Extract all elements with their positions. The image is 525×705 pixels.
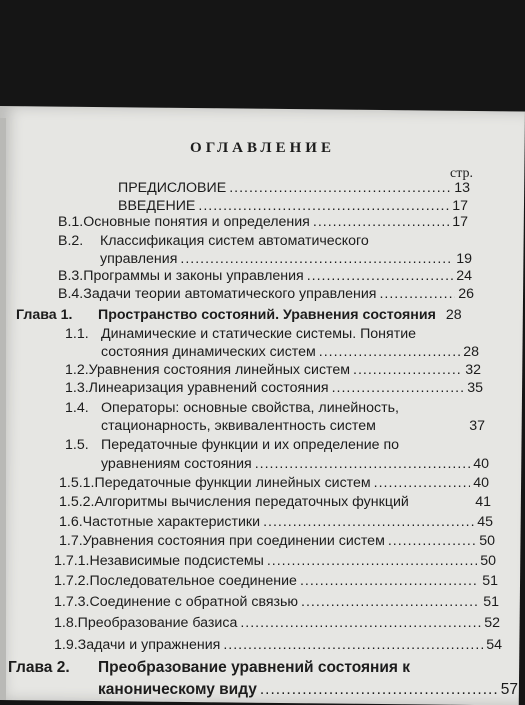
toc-entry-number: 1.7.3. xyxy=(54,594,90,610)
toc-entry-number: 1.5. xyxy=(65,437,89,453)
toc-entry-1-6 xyxy=(59,514,493,530)
toc-entry-b2-line2 xyxy=(100,251,472,267)
page-edge xyxy=(0,118,6,700)
toc-entry-page: 51 xyxy=(483,594,499,610)
toc-entry-text: Частотные характеристики xyxy=(82,514,261,530)
toc-entry-text: Последовательное соединение xyxy=(89,573,297,589)
toc-entry-1-2 xyxy=(65,362,481,378)
toc-chapter-2 xyxy=(8,659,410,677)
toc-chapter-text: каноническому виду xyxy=(98,681,257,698)
toc-entry-text: состояния динамических систем xyxy=(101,344,316,360)
toc-entry-text: Программы и законы управления xyxy=(83,268,304,284)
toc-entry-text: Передаточные функции линейных систем xyxy=(94,475,371,491)
toc-entry-number: 1.5.1. xyxy=(59,475,95,491)
toc-entry-1-5-2 xyxy=(59,494,491,510)
toc-entry-text: Основные понятия и определения xyxy=(83,214,310,230)
toc-entry-text: Независимые подсистемы xyxy=(89,553,264,569)
toc-entry-number: 1.7.2. xyxy=(54,573,90,589)
toc-entry-b3 xyxy=(58,268,472,284)
toc-entry-b2-line1 xyxy=(58,233,369,249)
toc-entry-1-9 xyxy=(54,637,502,653)
toc-entry-number: В.2. xyxy=(58,233,84,249)
toc-entry-1-7 xyxy=(59,533,495,549)
toc-entry-text: Передаточные функции и их определение по xyxy=(101,437,400,453)
toc-entry-1-7-1 xyxy=(54,553,496,569)
toc-entry-page: 24 xyxy=(456,268,472,284)
toc-entry-text: управления xyxy=(100,251,178,267)
toc-entry-b1 xyxy=(58,214,468,230)
toc-entry-text: Уравнения состояния при соединении систем xyxy=(82,533,385,549)
toc-entry-1-1-line2 xyxy=(101,344,479,360)
toc-entry-page: 28 xyxy=(463,344,479,360)
toc-entry-text: Операторы: основные свойства, линейность, xyxy=(101,400,399,416)
toc-entry-number: 1.7. xyxy=(59,533,83,549)
toc-entry-page: 13 xyxy=(454,180,470,196)
toc-entry-text: ПРЕДИСЛОВИЕ xyxy=(118,180,227,196)
toc-entry-text: Уравнения состояния линейных систем xyxy=(88,362,351,378)
toc-entry-page: 57 xyxy=(500,681,518,698)
toc-chapter-2-line2 xyxy=(98,681,518,699)
toc-entry-page: 51 xyxy=(482,573,498,589)
toc-chapter-text: Пространство состояний. Уравнения состояния xyxy=(98,307,436,323)
toc-entry-number: 1.5.2. xyxy=(59,494,95,510)
toc-entry-number: 1.7.1. xyxy=(54,553,90,569)
toc-entry-page: 45 xyxy=(477,514,493,530)
toc-entry-page: 17 xyxy=(452,214,468,230)
toc-entry-page: 37 xyxy=(469,418,485,434)
toc-entry-page: 40 xyxy=(473,456,489,472)
toc-entry-number: В.4. xyxy=(58,286,84,302)
toc-entry-page: 35 xyxy=(467,380,483,396)
toc-entry-number: 1.9. xyxy=(54,637,78,653)
toc-entry-b4 xyxy=(58,286,474,302)
toc-entry-1-5-line1 xyxy=(65,437,399,453)
toc-entry-number: 1.6. xyxy=(59,514,83,530)
toc-entry-1-7-3 xyxy=(54,594,499,610)
toc-entry-text: Задачи теории автоматического управления xyxy=(83,286,377,302)
toc-entry-number: 1.1. xyxy=(65,326,89,342)
toc-entry-text: Динамические и статические системы. Понятие xyxy=(101,326,417,342)
toc-title: ОГЛАВЛЕНИЕ xyxy=(190,140,335,156)
toc-entry-text: уравнениям состояния xyxy=(101,456,252,472)
toc-entry-page: 26 xyxy=(458,286,474,302)
toc-entry-preface xyxy=(118,180,470,196)
toc-entry-number: 1.3. xyxy=(65,380,89,396)
toc-entry-1-1-line1 xyxy=(65,326,416,342)
toc-entry-text: Классификация систем автоматического xyxy=(100,233,369,249)
toc-entry-page: 19 xyxy=(456,251,472,267)
toc-entry-1-4-line2 xyxy=(101,418,485,434)
toc-chapter-number: Глава 1. xyxy=(16,307,73,323)
page-column-header: стр. xyxy=(450,166,474,181)
toc-entry-number: 1.2. xyxy=(65,362,89,378)
toc-entry-number: В.1. xyxy=(58,214,84,230)
toc-entry-page: 41 xyxy=(475,494,491,510)
toc-entry-page: 17 xyxy=(452,198,468,214)
toc-entry-intro xyxy=(118,198,468,214)
toc-entry-1-8 xyxy=(54,615,500,631)
toc-entry-page: 54 xyxy=(486,637,502,653)
toc-entry-text: Преобразование базиса xyxy=(77,615,238,631)
toc-entry-1-5-1 xyxy=(59,475,489,491)
toc-entry-text: ВВЕДЕНИЕ xyxy=(118,198,196,214)
toc-entry-page: 52 xyxy=(484,615,500,631)
toc-entry-1-5-line2 xyxy=(101,456,489,472)
toc-entry-text: стационарность, эквивалентность систем xyxy=(101,418,376,434)
toc-entry-page: 32 xyxy=(465,362,481,378)
toc-entry-page: 50 xyxy=(479,533,495,549)
toc-entry-1-3 xyxy=(65,380,483,396)
toc-entry-1-7-2 xyxy=(54,573,498,589)
toc-entry-number: 1.8. xyxy=(54,615,78,631)
toc-entry-page: 40 xyxy=(473,475,489,491)
toc-chapter-1 xyxy=(16,307,462,323)
toc-entry-text: Линеаризация уравнений состояния xyxy=(88,380,329,396)
toc-entry-number: 1.4. xyxy=(65,400,89,416)
toc-entry-text: Задачи и упражнения xyxy=(77,637,221,653)
toc-entry-1-4-line1 xyxy=(65,400,399,416)
toc-entry-number: В.3. xyxy=(58,268,84,284)
toc-entry-page: 28 xyxy=(445,307,462,323)
toc-chapter-text: Преобразование уравнений состояния к xyxy=(98,659,411,676)
toc-entry-text: Алгоритмы вычисления передаточных функций xyxy=(94,494,409,510)
toc-entry-text: Соединение с обратной связью xyxy=(89,594,299,610)
toc-entry-page: 50 xyxy=(480,553,496,569)
toc-chapter-number: Глава 2. xyxy=(8,659,70,676)
